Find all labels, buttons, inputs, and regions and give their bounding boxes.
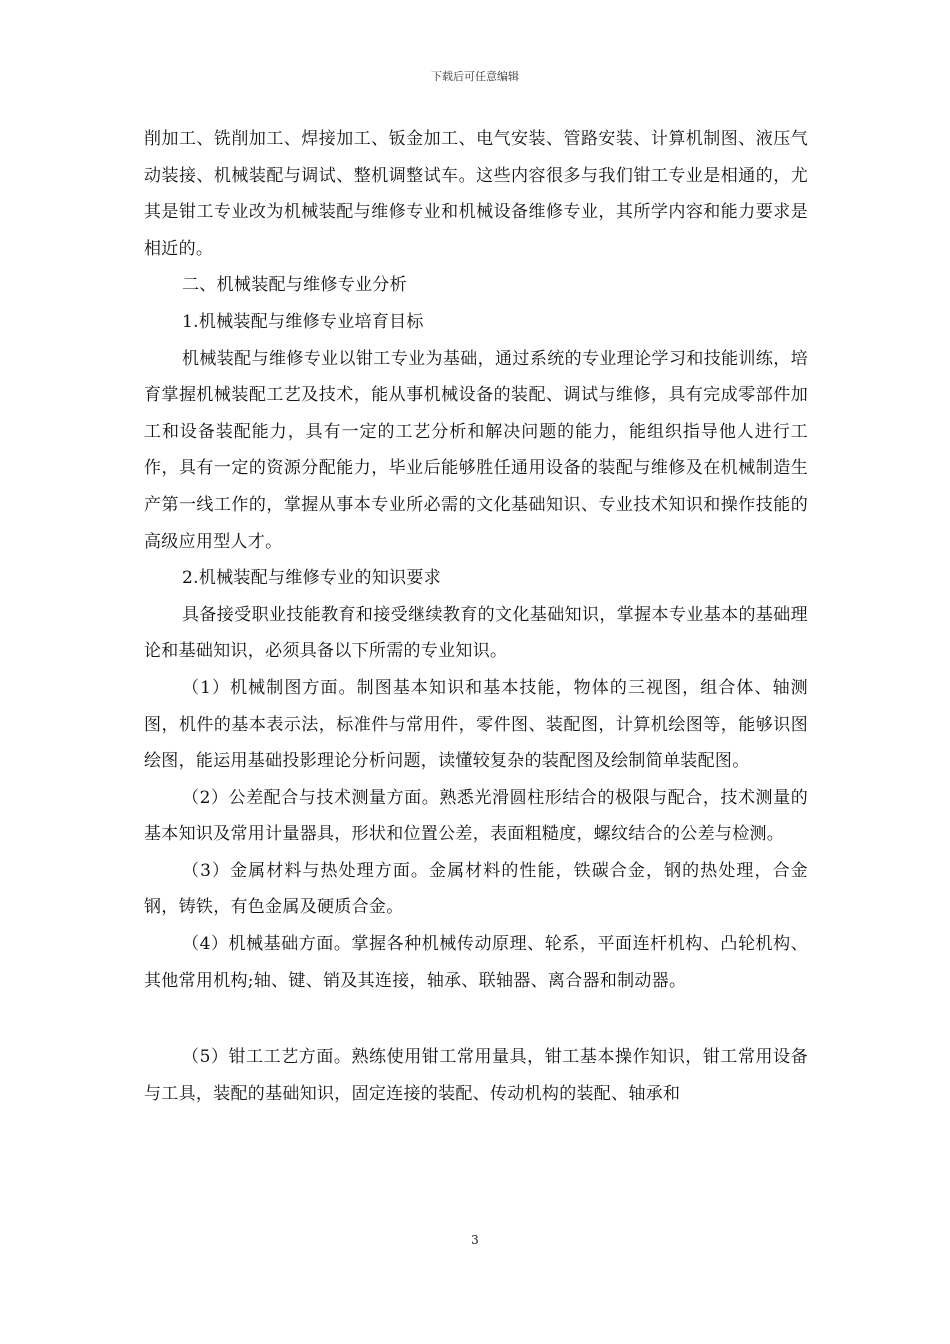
spacer bbox=[144, 999, 808, 1039]
section-heading: 二、机械装配与维修专业分析 bbox=[182, 275, 407, 296]
list-item-tolerance: （2）公差配合与技术测量方面。熟悉光滑圆柱形结合的极限与配合，技术测量的基本知识及常用计量器具，形状和位置公差，表面粗糙度，螺纹结合的公差与检测。 bbox=[144, 787, 808, 845]
list-item-materials: （3）金属材料与热处理方面。金属材料的性能，铁碳合金，钢的热处理，合金钢，铸铁，有色金属及硬质合金。 bbox=[144, 860, 808, 918]
subsection-heading-knowledge-requirements: 2.机械装配与维修专业的知识要求 bbox=[182, 568, 442, 589]
paragraph-knowledge-intro: 具备接受职业技能教育和接受继续教育的文化基础知识，掌握本专业基本的基础理论和基础知识，必须具备以下所需的专业知识。 bbox=[144, 604, 808, 662]
subsection-heading-training-goal: 1.机械装配与维修专业培育目标 bbox=[182, 311, 424, 332]
page-header: 下载后可任意编辑 bbox=[431, 70, 519, 83]
paragraph-training-goal: 机械装配与维修专业以钳工专业为基础，通过系统的专业理论学习和技能训练，培育掌握机械装配工艺及技术，能从事机械设备的装配、调试与维修，具有完成零部件加工和设备装配能力，具有一定的工艺分析和解决问题的能力，能组织指导他人进行工作，具有一定的资源分配能力，毕业后能够胜任通用设备的装配与维修及在机械制造生产第一线工作的，掌握从事本专业所必需的文化基础知识、专业技术知识和操作技能的高级应用型人才。 bbox=[144, 348, 808, 552]
list-item-mechanics: （4）机械基础方面。掌握各种机械传动原理、轮系，平面连杆机构、凸轮机构、其他常用机构;轴、键、销及其连接，轴承、联轴器、离合器和制动器。 bbox=[144, 934, 808, 991]
document-body bbox=[144, 121, 808, 1112]
paragraph-continued: 削加工、铣削加工、焊接加工、钣金加工、电气安装、管路安装、计算机制图、液压气动装接、机械装配与调试、整机调整试车。这些内容很多与我们钳工专业是相通的，尤其是钳工专业改为机械装配与维修专业和机械设备维修专业，其所学内容和能力要求是相近的。 bbox=[144, 129, 808, 259]
page-number: 3 bbox=[471, 1233, 479, 1247]
list-item-fitter-craft: （5）钳工工艺方面。熟练使用钳工常用量具，钳工基本操作知识，钳工常用设备与工具，装配的基础知识，固定连接的装配、传动机构的装配、轴承和 bbox=[144, 1047, 808, 1104]
list-item-drawing: （1）机械制图方面。制图基本知识和基本技能，物体的三视图，组合体、轴测图，机件的基本表示法，标准件与常用件，零件图、装配图，计算机绘图等，能够识图绘图，能运用基础投影理论分析问题，读懂较复杂的装配图及绘制简单装配图。 bbox=[144, 677, 808, 772]
